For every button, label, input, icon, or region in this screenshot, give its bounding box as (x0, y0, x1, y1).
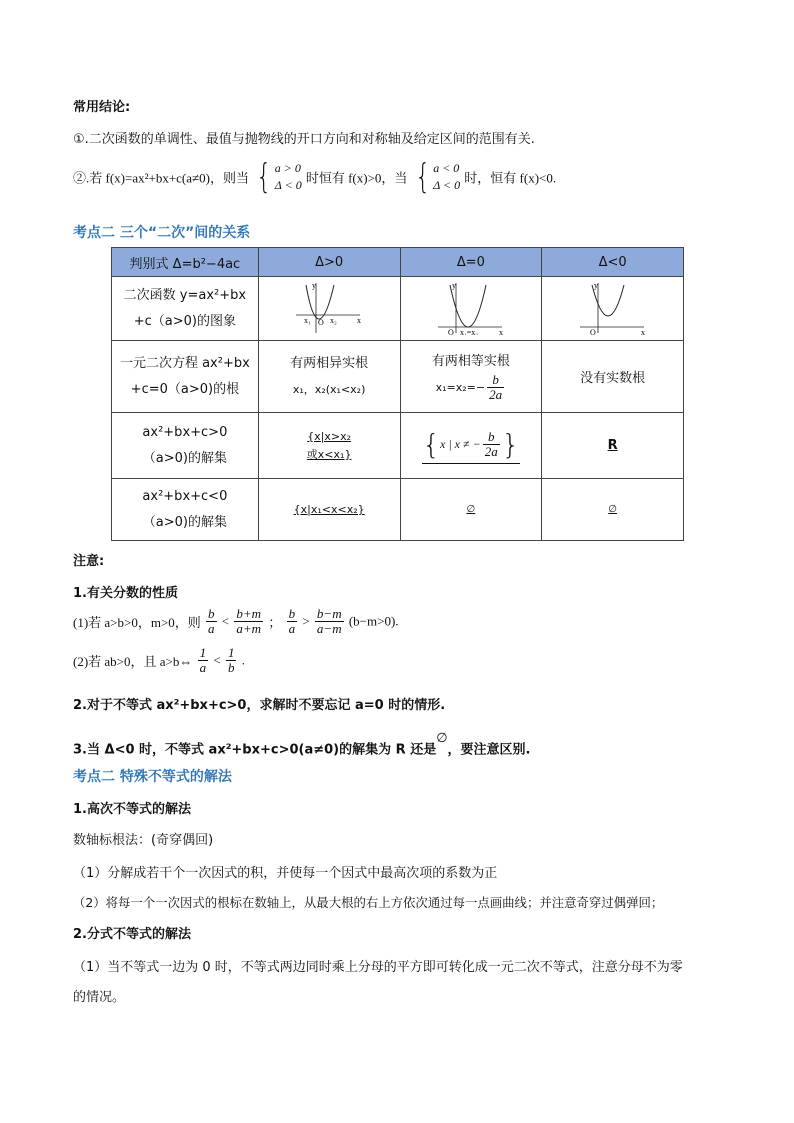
row-label-graph-line2: +c（a>0)的图象 (133, 313, 236, 329)
note-3-prefix: 3.当 Δ<0 时，不等式 ax²+bx+c>0(a≠0)的解集为 R 还是 (73, 742, 437, 758)
special-1-step2: （2）将每一个一次因式的根标在数轴上，从最大根的右上方依次通过每一点画曲线；并注意奇穿过偶弹回； (73, 895, 664, 910)
note-1a-f1-den: a (208, 621, 215, 636)
graph-no-root (542, 277, 684, 341)
special-2-title: 2.分式不等式的解法 (73, 927, 191, 942)
solution-lt-one-root: ∅ (400, 479, 542, 541)
row-label-roots-line2: +c=0（a>0)的根 (130, 381, 240, 397)
roots-two-distinct-line1: 有两相异实根 (290, 355, 369, 371)
conclusion-2-prefix: ②.若 f(x)=ax²+bx+c(a≠0)，则当 (73, 170, 249, 186)
note-1b-prefix: (2)若 ab>0，且 a>b⇔ (73, 654, 193, 669)
note-1a-gt: > (302, 613, 310, 629)
solution-gt-den: 2a (484, 443, 498, 459)
graph2-x: x (498, 327, 503, 335)
note-2: 2.对于不等式 ax²+bx+c>0，求解时不要忘记 a=0 时的情形. (73, 698, 446, 713)
row-label-graph (112, 277, 259, 341)
solution-gt-line1: {x|x>x₂ (307, 429, 352, 443)
note-1b-f1-num: 1 (199, 645, 207, 660)
note-1b-f2-num: 1 (227, 645, 235, 660)
graph2-y: y (451, 280, 456, 290)
graph2-x12: x₁=x₂ (459, 327, 478, 335)
table-row-roots (112, 341, 684, 413)
row-label-graph-line1: 二次函数 y=ax²+bx (123, 287, 247, 303)
solution-gt-line2: 或x<x₁} (306, 447, 352, 461)
note-3 (73, 731, 531, 758)
cond2-bottom: Δ < 0 (433, 178, 461, 192)
conclusion-2-suffix: 时，恒有 f(x)<0. (464, 170, 557, 186)
note-1a-f4-den: a−m (316, 621, 342, 636)
row-label-roots-line1: 一元二次方程 ax²+bx (119, 355, 250, 371)
roots-two-distinct (258, 341, 400, 413)
roots-two-distinct-line2: x₁，x₂(x₁<x₂) (292, 382, 366, 396)
roots-equal-prefix: x₁=x₂=− (435, 381, 486, 394)
header-delta-zero: Δ=0 (400, 248, 542, 277)
row-label-solution-lt (112, 479, 259, 541)
table-row-graph (112, 277, 684, 341)
graph2-o: O (447, 327, 454, 335)
conclusion-2-mid: 时恒有 f(x)>0，当 (305, 170, 408, 186)
note-1a-f4-num: b−m (316, 606, 342, 621)
row-label-gt-line1: ax²+bx+c>0 (142, 424, 228, 440)
graph3-o: O (589, 327, 596, 335)
note-1b-f2-den: b (227, 660, 235, 675)
parabola-two-roots-graph (294, 279, 364, 335)
note-1a-f3-num: b (288, 606, 296, 621)
section-heading-relation: 考点二 三个“二次”间的关系 (73, 225, 251, 241)
note-1-title: 1.有关分数的性质 (73, 586, 178, 601)
note-1a-f1-num: b (208, 606, 215, 621)
note-3-empty-set: ∅ (436, 731, 448, 746)
note-1a-f2-den: a+m (236, 621, 262, 636)
graph1-x: x (357, 315, 362, 325)
graph1-y: y (312, 280, 317, 290)
roots-equal-num: b (487, 373, 504, 388)
note-3-suffix: ，要注意区别. (447, 742, 531, 758)
header-delta-positive: Δ>0 (258, 248, 400, 277)
header-discriminant: 判别式 Δ=b²−4ac (112, 248, 259, 277)
row-label-lt-line2: （a>0)的解集 (142, 514, 227, 530)
parabola-no-root-graph (578, 279, 648, 335)
table-row-solution-gt (112, 413, 684, 479)
cond1-bottom: Δ < 0 (274, 178, 302, 192)
note-1a-prefix: (1)若 a>b>0，m>0，则 (73, 615, 201, 630)
solution-lt-two-roots: {x|x₁<x<x₂} (258, 479, 400, 541)
solution-gt-num: b (483, 430, 500, 445)
special-1-title: 1.高次不等式的解法 (73, 802, 191, 817)
row-label-roots (112, 341, 259, 413)
roots-two-equal (400, 341, 542, 413)
note-1a-suffix: (b−m>0). (348, 613, 399, 629)
note-1-b (73, 646, 245, 675)
graph1-x2: x₂ (330, 315, 337, 325)
roots-two-equal-line1: 有两相等实根 (431, 354, 510, 369)
conclusion-1: ①.二次函数的单调性、最值与抛物线的开口方向和对称轴及给定区间的范围有关. (73, 132, 535, 147)
table-header-row (112, 248, 684, 277)
solution-gt-one-root (400, 413, 542, 479)
note-1a-lt: < (221, 613, 230, 629)
note-1b-f1-den: a (199, 660, 207, 675)
note-1-a (73, 607, 399, 636)
solution-gt-two-roots (258, 413, 400, 479)
row-label-lt-line1: ax²+bx+c<0 (142, 488, 228, 504)
graph1-o: O (318, 317, 324, 327)
special-1-step1: （1）分解成若干个一次因式的积，并使每一个因式中最高次项的系数为正 (73, 866, 498, 881)
condition-brace-2: { a < 0 Δ < 0 (414, 157, 461, 197)
conclusion-2 (73, 157, 557, 197)
cond1-top: a > 0 (274, 161, 301, 175)
roots-equal-den: 2a (489, 387, 503, 402)
solution-gt-set-prefix: x | x ≠ − (440, 436, 481, 451)
condition-brace-1: { a > 0 Δ < 0 (256, 157, 302, 197)
section-heading-special: 考点二 特殊不等式的解法 (73, 769, 232, 785)
solution-gt-set: {x | x ≠ − $\frac{b}{2a}$ } (422, 428, 519, 464)
graph1-x1: x₁ (304, 315, 311, 325)
graph-one-root (400, 277, 542, 341)
solution-lt-no-root: ∅ (542, 479, 684, 541)
note-1b-suffix: . (241, 652, 245, 668)
note-1a-sep: ； (268, 615, 282, 630)
cond2-top: a < 0 (433, 161, 460, 175)
row-label-solution-gt (112, 413, 259, 479)
header-delta-negative: Δ<0 (542, 248, 684, 277)
note-1a-f3-den: a (288, 621, 296, 636)
special-1-method: 数轴标根法：(奇穿偶回) (73, 833, 214, 848)
table-row-solution-lt (112, 479, 684, 541)
parabola-one-root-graph (436, 279, 506, 335)
graph3-y: y (593, 280, 598, 290)
graph3-x: x (640, 327, 645, 335)
notes-title: 注意: (73, 554, 105, 569)
special-2-step1-line1: （1）当不等式一边为 0 时，不等式两边同时乘上分母的平方即可转化成一元二次不等式，注意分母不为零 (73, 960, 683, 975)
quadratic-relation-table (111, 247, 684, 541)
roots-none: 没有实数根 (542, 341, 684, 413)
roots-two-equal-line2 (405, 373, 538, 402)
special-2-step1-line2: 的情况。 (73, 990, 126, 1005)
note-1a-f2-num: b+m (236, 606, 262, 621)
conclusions-title: 常用结论: (73, 100, 131, 115)
graph-two-roots (258, 277, 400, 341)
row-label-gt-line2: （a>0)的解集 (142, 450, 227, 466)
note-1b-lt: < (213, 652, 221, 668)
solution-gt-no-root: R (542, 413, 684, 479)
